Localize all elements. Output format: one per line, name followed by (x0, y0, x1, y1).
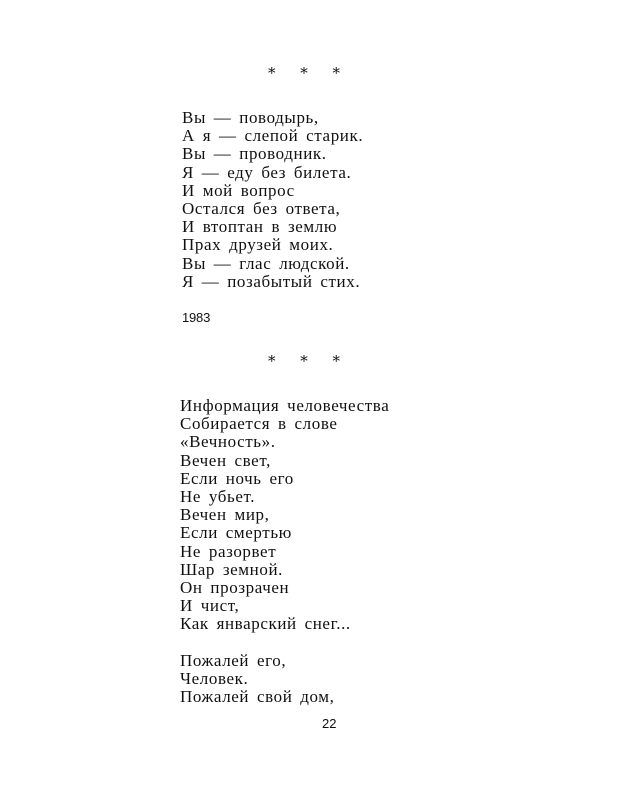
poem-line: Собирается в слове (180, 414, 338, 434)
poem-line: Вы — глас людской. (182, 253, 350, 273)
poem-line: Прах друзей моих. (182, 235, 334, 255)
stanza-break (180, 633, 389, 651)
poem-line: Вы — поводырь, (182, 108, 319, 127)
poem-line: Пожалей свой дом, (180, 687, 335, 706)
poem-1-year: 1983 (182, 310, 211, 325)
poem-line: Он прозрачен (180, 577, 290, 597)
poem-2-text (180, 397, 389, 706)
poem-line: Если смертью (180, 523, 292, 543)
poem-line: Не убьет. (180, 486, 256, 506)
poem-line: Информация человечества (180, 396, 390, 415)
poem-line: И втоптан в землю (182, 217, 338, 237)
poem-line: «Вечность». (180, 432, 276, 452)
poem-line: Вечен мир, (180, 505, 270, 525)
poem-line: Человек. (180, 668, 249, 688)
poem-1-separator: * * * (268, 64, 351, 82)
poem-line: Как январский снег... (180, 614, 351, 634)
poem-line: Не разорвет (180, 541, 277, 561)
poem-2-separator: * * * (268, 352, 351, 370)
page-number: 22 (322, 716, 337, 731)
poem-line: Шар земной. (180, 559, 284, 579)
poem-line: Я — еду без билета. (182, 162, 352, 182)
poem-line: Вы — проводник. (182, 144, 327, 164)
poem-line: Вечен свет, (180, 450, 271, 470)
poem-1-text (182, 109, 363, 291)
poem-line: Я — позабытый стих. (182, 271, 361, 291)
poem-line: И чист, (180, 596, 240, 616)
poem-line: А я — слепой старик. (182, 126, 364, 146)
poem-line: Остался без ответа, (182, 198, 341, 218)
poem-line: Пожалей его, (180, 650, 287, 670)
poem-line: Если ночь его (180, 468, 294, 488)
poem-line: И мой вопрос (182, 180, 295, 200)
